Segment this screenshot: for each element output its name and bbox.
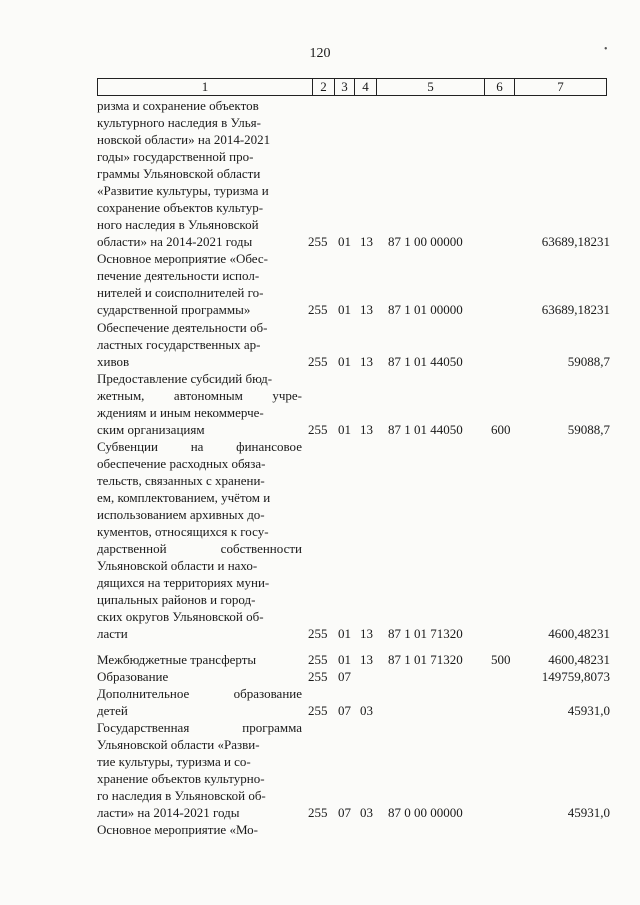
subsection-code: 03 [360, 805, 373, 820]
target-article-code: 87 0 00 00000 [388, 805, 463, 820]
description-line: годы» государственной про- [97, 149, 254, 164]
admin-code: 255 [308, 652, 328, 667]
admin-code: 255 [308, 805, 328, 820]
subsection-code: 13 [360, 652, 373, 667]
row-description [97, 668, 302, 685]
row-description [97, 438, 302, 642]
description-line: ласти [97, 626, 128, 641]
section-code: 01 [338, 652, 351, 667]
description-line: Межбюджетные трансферты [97, 652, 257, 667]
target-article-code: 87 1 01 71320 [388, 652, 463, 667]
target-article-code: 87 1 01 44050 [388, 354, 463, 369]
page-number: 120 [309, 46, 331, 61]
row-amount: 45931,0 [567, 805, 610, 820]
description-line: ластных государственных ар- [97, 337, 261, 352]
description-line: тельств, связанных с хранени- [97, 473, 265, 488]
description-line: хранение объектов культурно- [97, 771, 265, 786]
section-code: 01 [338, 422, 351, 437]
description-line: Предоставление субсидий бюд- [97, 371, 273, 386]
row-description [97, 685, 302, 719]
target-article-code: 87 1 01 44050 [388, 422, 463, 437]
description-line: Государственная программа [97, 720, 302, 735]
description-line: культурного наследия в Улья- [97, 115, 261, 130]
row-amount: 63689,18231 [541, 302, 610, 317]
description-line: кументов, относящихся к госу- [97, 524, 269, 539]
row-description [97, 651, 302, 668]
section-code: 07 [338, 805, 351, 820]
description-line: ем, комплектованием, учётом и [97, 490, 271, 505]
section-code: 01 [338, 354, 351, 369]
description-line: дарственной собственности [97, 541, 302, 556]
description-line: нителей и соисполнителей го- [97, 285, 264, 300]
header-col-3: 3 [335, 79, 355, 95]
admin-code: 255 [308, 669, 328, 684]
description-line: Субвенции на финансовое [97, 439, 302, 454]
header-col-5: 5 [377, 79, 485, 95]
row-amount: 4600,48231 [548, 652, 610, 667]
subsection-code: 03 [360, 703, 373, 718]
description-line: ждениям и иным некоммерче- [97, 405, 264, 420]
description-line: ских округов Ульяновской об- [97, 609, 264, 624]
description-line: граммы Ульяновской области [97, 166, 261, 181]
row-amount: 59088,7 [567, 354, 610, 369]
expense-type-code: 600 [491, 422, 511, 437]
section-code: 01 [338, 626, 351, 641]
admin-code: 255 [308, 626, 328, 641]
description-line: ципальных районов и город- [97, 592, 256, 607]
header-col-6: 6 [485, 79, 515, 95]
header-col-7: 7 [557, 79, 564, 94]
description-line: тие культуры, туризма и со- [97, 754, 251, 769]
description-line: ским организациям [97, 422, 205, 437]
row-amount: 4600,48231 [548, 626, 610, 641]
header-col-2: 2 [313, 79, 335, 95]
description-line: использованием архивных до- [97, 507, 265, 522]
description-line: жетным, автономным учре- [97, 388, 302, 403]
row-amount: 45931,0 [567, 703, 610, 718]
row-amount: 63689,18231 [541, 234, 610, 249]
description-line: новской области» на 2014-2021 [97, 132, 271, 147]
description-line: Ульяновской области «Разви- [97, 737, 260, 752]
row-description [97, 319, 302, 370]
section-code: 01 [338, 302, 351, 317]
description-line: Ульяновской области и нахо- [97, 558, 258, 573]
subsection-code: 13 [360, 422, 373, 437]
row-description [97, 250, 302, 318]
description-line: Дополнительное образование [97, 686, 302, 701]
description-line: го наследия в Ульяновской об- [97, 788, 266, 803]
description-line: Образование [97, 669, 169, 684]
header-col-1: 1 [98, 79, 313, 95]
row-amount: 149759,8073 [541, 669, 610, 684]
description-line: печение деятельности испол- [97, 268, 260, 283]
description-line: детей [97, 703, 128, 718]
description-line: «Развитие культуры, туризма и [97, 183, 269, 198]
subsection-code: 13 [360, 354, 373, 369]
row-description [97, 821, 302, 838]
description-line: сохранение объектов культур- [97, 200, 264, 215]
admin-code: 255 [308, 422, 328, 437]
section-code: 01 [338, 234, 351, 249]
target-article-code: 87 1 01 71320 [388, 626, 463, 641]
description-line: ного наследия в Ульяновской [97, 217, 259, 232]
header-col-4: 4 [355, 79, 377, 95]
admin-code: 255 [308, 302, 328, 317]
row-description [97, 719, 302, 821]
scan-speck: • [604, 44, 608, 55]
subsection-code: 13 [360, 234, 373, 249]
description-line: ласти» на 2014-2021 годы [97, 805, 240, 820]
subsection-code: 13 [360, 302, 373, 317]
admin-code: 255 [308, 703, 328, 718]
target-article-code: 87 1 01 00000 [388, 302, 463, 317]
admin-code: 255 [308, 234, 328, 249]
row-description [97, 370, 302, 438]
expense-type-code: 500 [491, 652, 511, 667]
section-code: 07 [338, 669, 351, 684]
row-amount: 59088,7 [567, 422, 610, 437]
subsection-code: 13 [360, 626, 373, 641]
description-line: хивов [97, 354, 130, 369]
description-line: ризма и сохранение объектов [97, 98, 259, 113]
description-line: Основное мероприятие «Мо- [97, 822, 259, 837]
description-line: области» на 2014-2021 годы [97, 234, 253, 249]
description-line: сударственной программы» [97, 302, 251, 317]
description-line: обеспечение расходных обяза- [97, 456, 266, 471]
section-code: 07 [338, 703, 351, 718]
target-article-code: 87 1 00 00000 [388, 234, 463, 249]
description-line: дящихся на территориях муни- [97, 575, 270, 590]
admin-code: 255 [308, 354, 328, 369]
row-description [97, 97, 302, 250]
description-line: Обеспечение деятельности об- [97, 320, 268, 335]
description-line: Основное мероприятие «Обес- [97, 251, 268, 266]
table-header [97, 78, 607, 96]
